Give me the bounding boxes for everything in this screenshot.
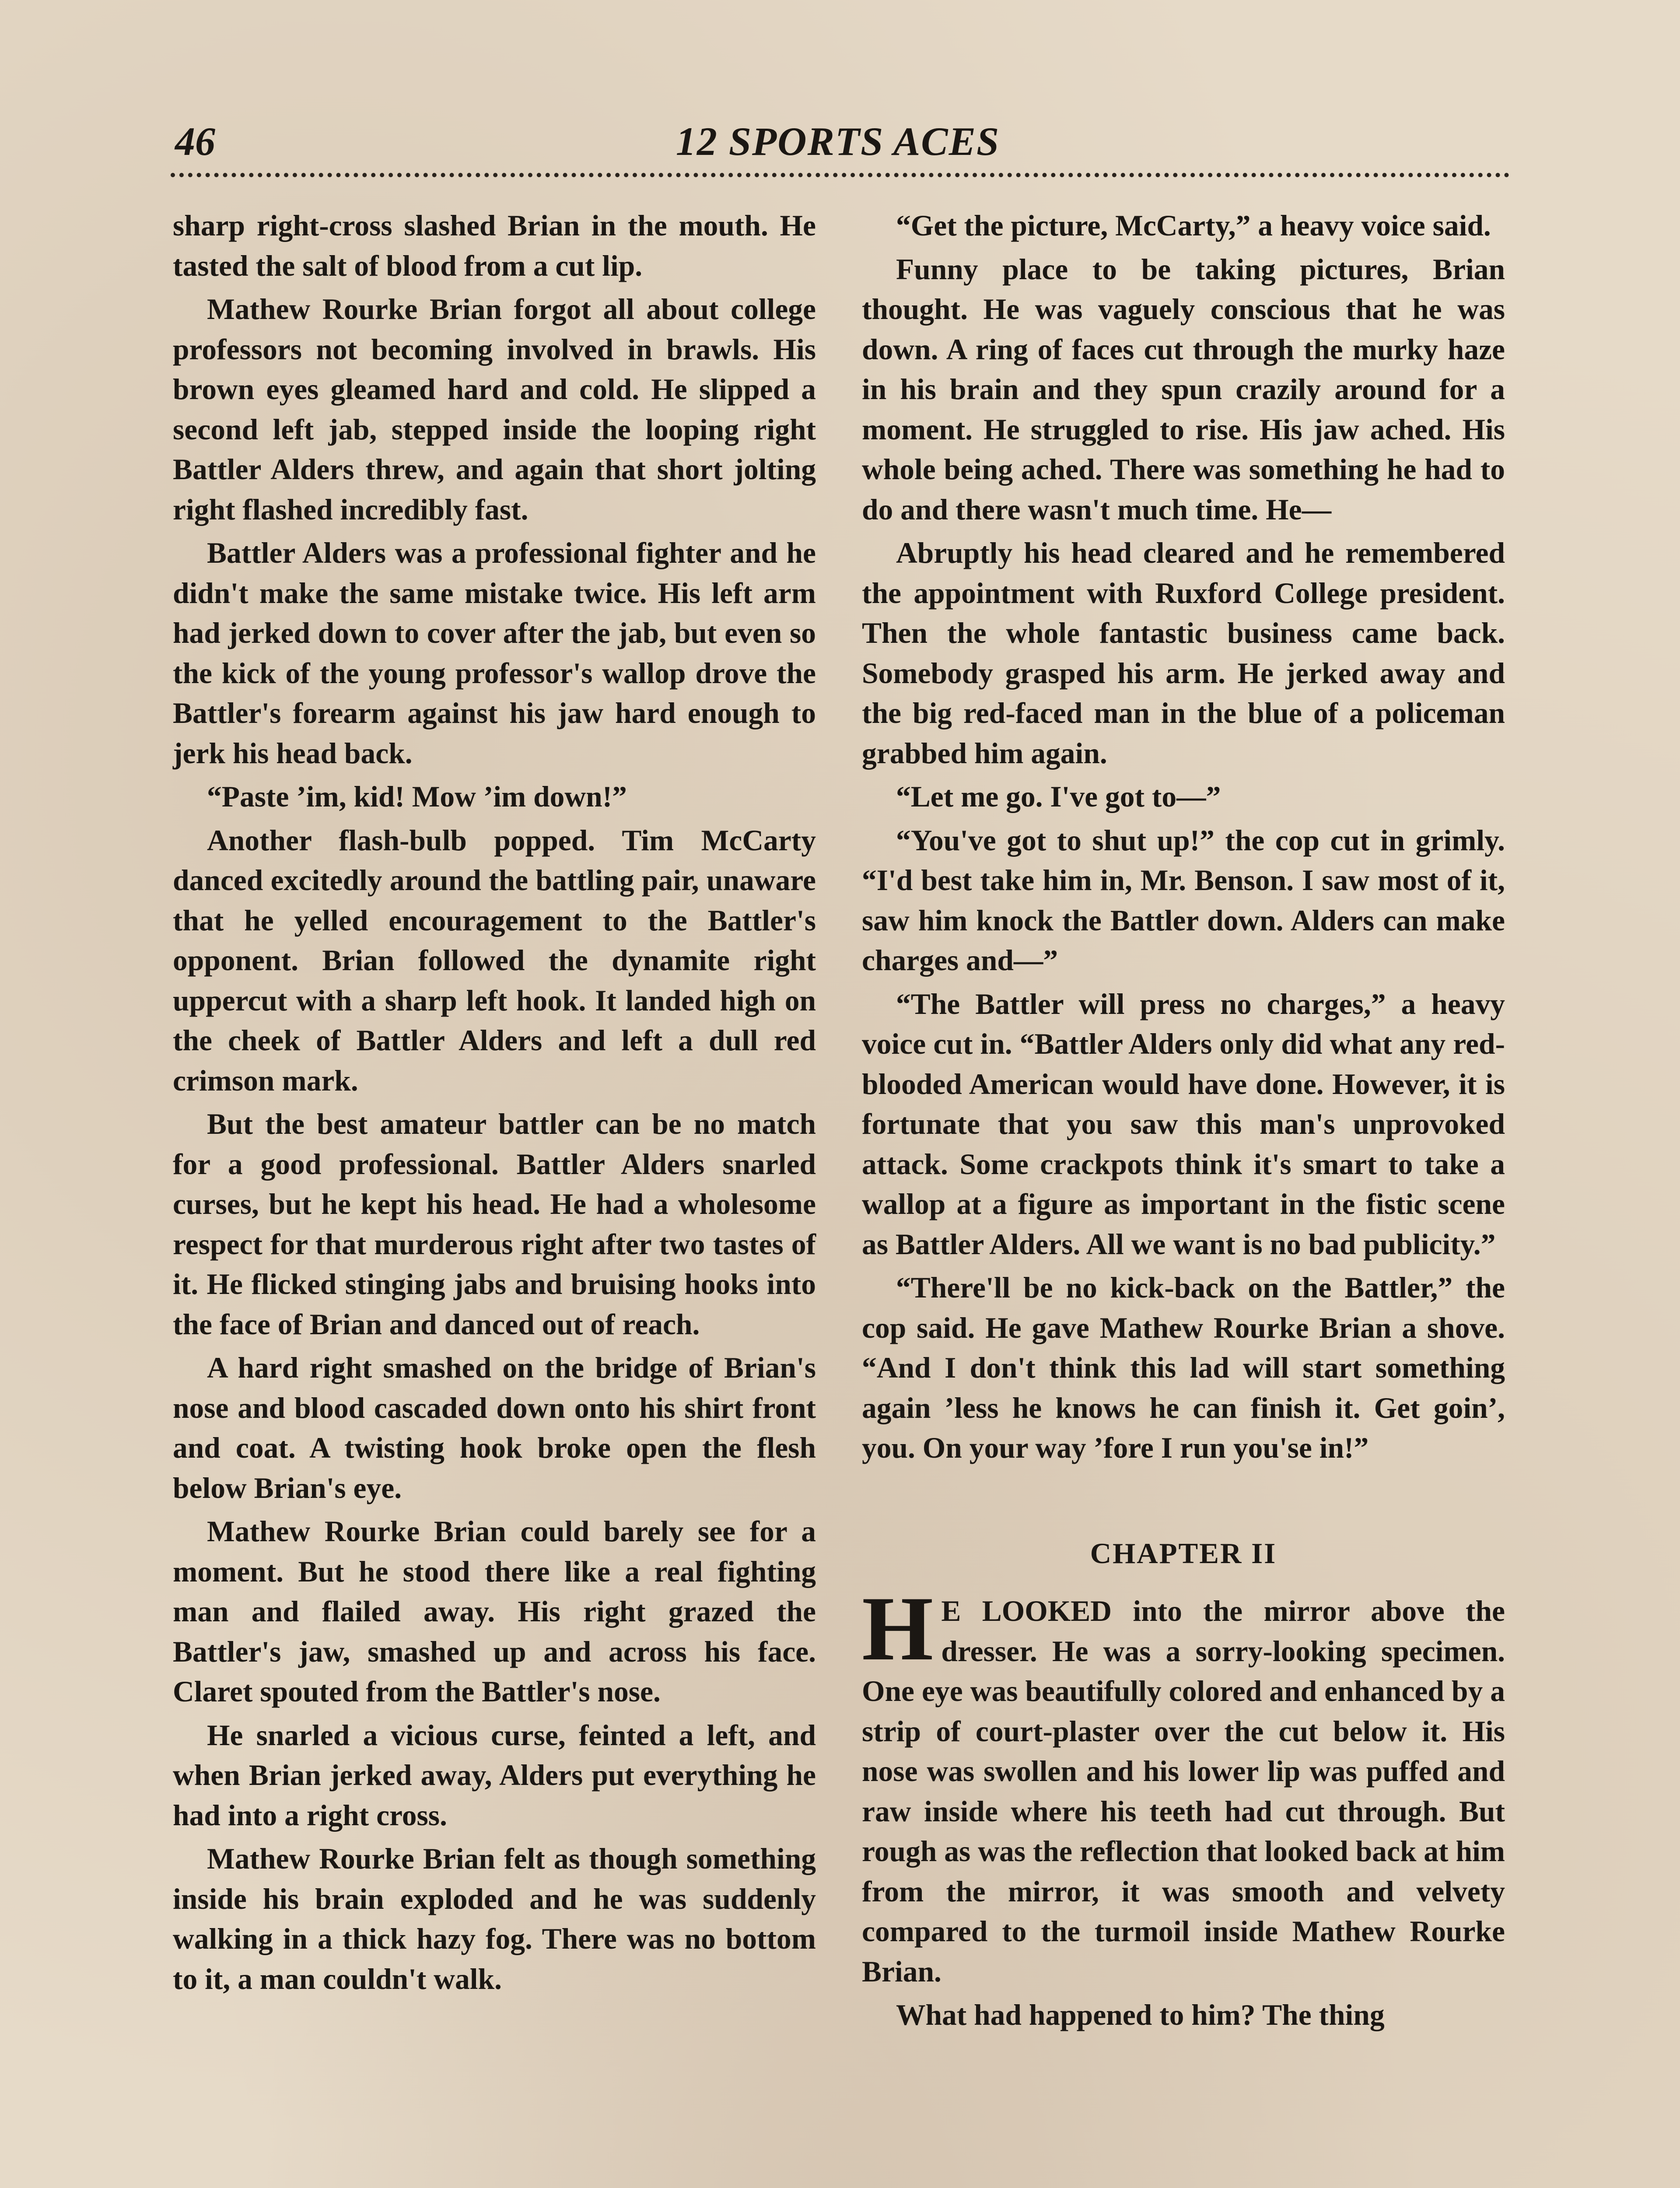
left-column — [173, 206, 816, 2002]
paragraph: He snarled a vicious curse, feinted a left, and when Brian jerked away, Alders put everything he had into a right cross. — [173, 1718, 816, 1832]
paragraph: Mathew Rourke Brian felt as though something inside his brain exploded and he was suddenly walking in a thick hazy fog. There was no bottom to it, a man couldn't walk. — [173, 1842, 816, 1995]
header-dotted-rule — [171, 173, 1509, 177]
paragraph: “You've got to shut up!” the cop cut in grimly. “I'd best take him in, Mr. Benson. I saw most of it, saw him knock the Battler down. Alders can make charges and—” — [862, 824, 1505, 977]
right-column — [862, 206, 1505, 2039]
chapter-heading: CHAPTER II — [1090, 1537, 1277, 1570]
paragraph: “Let me go. I've got to—” — [896, 780, 1221, 813]
paragraph: “Paste ’im, kid! Mow ’im down!” — [207, 780, 627, 813]
paragraph: Battler Alders was a professional fighter and he didn't make the same mistake twice. His left arm had jerked down to cover after the jab, but even so the kick of the young professor's wallop drove the Battler's forearm against his jaw hard enough to jerk his head back. — [173, 536, 816, 770]
paragraph: A hard right smashed on the bridge of Brian's nose and blood cascaded down onto his shirt front and coat. A twisting hook broke open the flesh below Brian's eye. — [173, 1351, 816, 1504]
chapter-opening-text: E LOOKED into the mirror above the dresser. He was a sorry-looking specimen. One eye was beautifully colored and enhanced by a strip of court-plaster over the cut below it. His nose was swollen and his lower lip was puffed and raw inside where his teeth had cut through. But rough as was the reflection that looked back at him from the mirror, it was smooth and velvety compared to the turmoil inside Mathew Rourke Brian. — [862, 1595, 1505, 1988]
running-title: 12 SPORTS ACES — [676, 119, 1000, 164]
paragraph: Another flash-bulb popped. Tim McCarty danced excitedly around the battling pair, unaware that he yelled encouragement to the Battler's opponent. Brian followed the dynamite right uppercut with a sharp left hook. It landed high on the cheek of Battler Alders and left a dull red crimson mark. — [173, 824, 816, 1097]
paragraph: Mathew Rourke Brian forgot all about college professors not becoming involved in brawls. His brown eyes gleamed hard and cold. He slipped a second left jab, stepped inside the looping right Battler Alders threw, and again that short jolting right flashed incredibly fast. — [173, 293, 816, 526]
page-number: 46 — [175, 119, 215, 164]
paragraph: Funny place to be taking pictures, Brian thought. He was vaguely conscious that he was down. A ring of faces cut through the murky haze in his brain and they spun crazily around for a moment. He struggled to rise. His jaw ached. His whole being ached. There was something he had to do and there wasn't much time. He— — [862, 252, 1505, 526]
paragraph: Mathew Rourke Brian could barely see for a moment. But he stood there like a real fighting man and flailed away. His right grazed the Battler's jaw, smashed up and across his face. Claret spouted from the Battler's nose. — [173, 1515, 816, 1708]
page-header — [175, 118, 1501, 175]
paragraph: But the best amateur battler can be no match for a good professional. Battler Alders snarled curses, but he kept his head. He had a wholesome respect for that murderous right after two tastes of it. He flicked stinging jabs and bruising hooks into the face of Brian and danced out of reach. — [173, 1108, 816, 1341]
paragraph: “The Battler will press no charges,” a heavy voice cut in. “Battler Alders only did what any red-blooded American would have done. However, it is fortunate that you saw this man's unprovoked attack. Some crackpots think it's smart to take a wallop at a figure as important in the fistic scene as Battler Alders. All we want is no bad publicity.” — [862, 987, 1505, 1261]
chapter-opening-paragraph — [862, 1578, 1505, 1992]
paragraph: sharp right-cross slashed Brian in the mouth. He tasted the salt of blood from a cut lip. — [173, 209, 816, 282]
paragraph: Abruptly his head cleared and he remembered the appointment with Ruxford College president. Then the whole fantastic business came back. Somebody grasped his arm. He jerked away and the big red-faced man in the blue of a policeman grabbed him again. — [862, 536, 1505, 770]
drop-cap: H — [862, 1578, 934, 1680]
paragraph: “There'll be no kick-back on the Battler,” the cop said. He gave Mathew Rourke Brian a shove. “And I don't think this lad will start something again ’less he knows he can finish it. Get goin’, you. On your way ’fore I run you'se in!” — [862, 1271, 1505, 1464]
paragraph: “Get the picture, McCarty,” a heavy voice said. — [896, 209, 1491, 242]
paragraph: What had happened to him? The thing — [896, 1999, 1385, 2031]
